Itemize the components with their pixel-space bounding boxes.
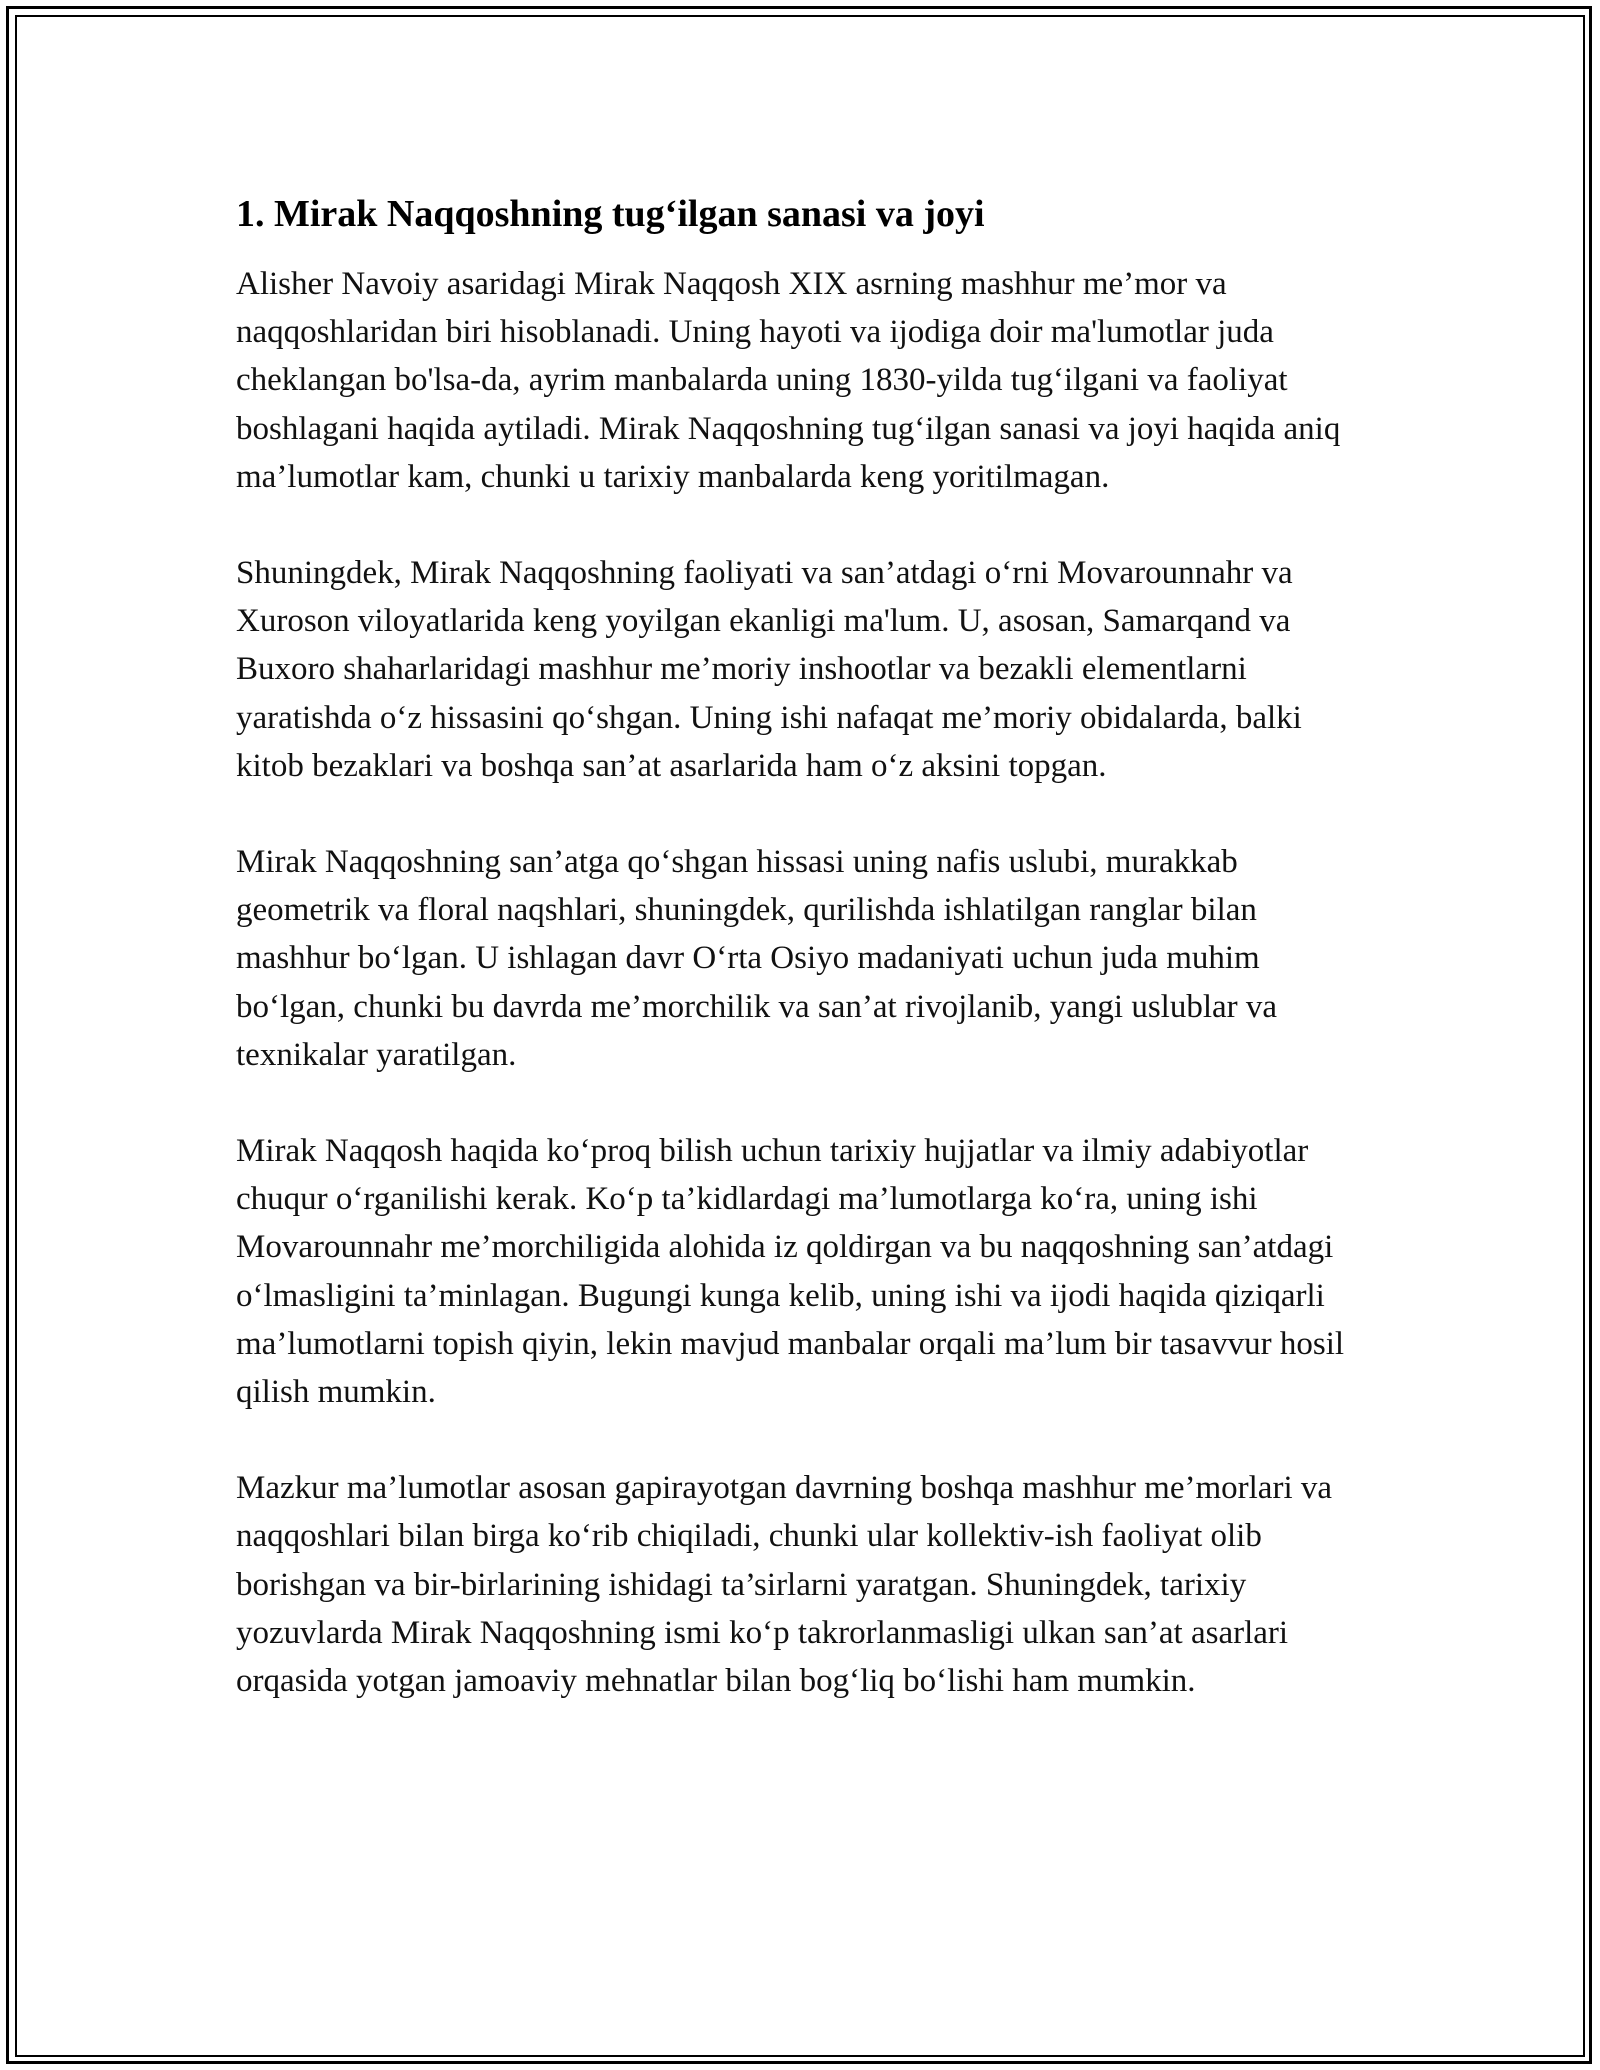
document-body xyxy=(236,190,1376,1705)
paragraph-3: Mirak Naqqoshning san’atga qo‘shgan hissasi uning nafis uslubi, murakkab geometrik va floral naqshlari, shuningdek, qurilishda ishlatilgan ranglar bilan mashhur bo‘lgan. U ishlagan davr O‘rta Osiyo madaniyati uchun juda muhim bo‘lgan, chunki bu davrda me’morchilik va san’at rivojlanib, yangi uslublar va texnikalar yaratilgan. xyxy=(236,844,1278,1073)
paragraph-1: Alisher Navoiy asaridagi Mirak Naqqosh XIX asrning mashhur me’mor va naqqoshlaridan biri hisoblanadi. Uning hayoti va ijodiga doir ma'lumotlar juda cheklangan bo'lsa-da, ayrim manbalarda uning 1830-yilda tug‘ilgani va faoliyat boshlagani haqida aytiladi. Mirak Naqqoshning tug‘ilgan sanasi va joyi haqida aniq ma’lumotlar kam, chunki u tarixiy manbalarda keng yoritilmagan. xyxy=(236,266,1341,495)
paragraph-2: Shuningdek, Mirak Naqqoshning faoliyati va san’atdagi o‘rni Movarounnahr va Xuroson viloyatlarida keng yoyilgan ekanligi ma'lum. U, asosan, Samarqand va Buxoro shaharlaridagi mashhur me’moriy inshootlar va bezakli elementlarni yaratishda o‘z hissasini qo‘shgan. Uning ishi nafaqat me’moriy obidalarda, balki kitob bezaklari va boshqa san’at asarlarida ham o‘z aksini topgan. xyxy=(236,555,1302,784)
section-heading: 1. Mirak Naqqoshning tug‘ilgan sanasi va joyi xyxy=(236,193,985,235)
paragraph-5: Mazkur ma’lumotlar asosan gapirayotgan davrning boshqa mashhur me’morlari va naqqoshlari bilan birga ko‘rib chiqiladi, chunki ular kollektiv-ish faoliyat olib borishgan va bir-birlarining ishidagi ta’sirlarni yaratgan. Shuningdek, tarixiy yozuvlarda Mirak Naqqoshning ismi ko‘p takrorlanmasligi ulkan san’at asarlari orqasida yotgan jamoaviy mehnatlar bilan bog‘liq bo‘lishi ham mumkin. xyxy=(236,1470,1333,1700)
paragraph-4: Mirak Naqqosh haqida ko‘proq bilish uchun tarixiy hujjatlar va ilmiy adabiyotlar chuqur o‘rganilishi kerak. Ko‘p ta’kidlardagi ma’lumotlarga ko‘ra, uning ishi Movarounnahr me’morchiligida alohida iz qoldirgan va bu naqqoshning san’atdagi o‘lmasligini ta’minlagan. Bugungi kunga kelib, uning ishi va ijodi haqida qiziqarli ma’lumotlarni topish qiyin, lekin mavjud manbalar orqali ma’lum bir tasavvur hosil qilish mumkin. xyxy=(236,1133,1345,1411)
